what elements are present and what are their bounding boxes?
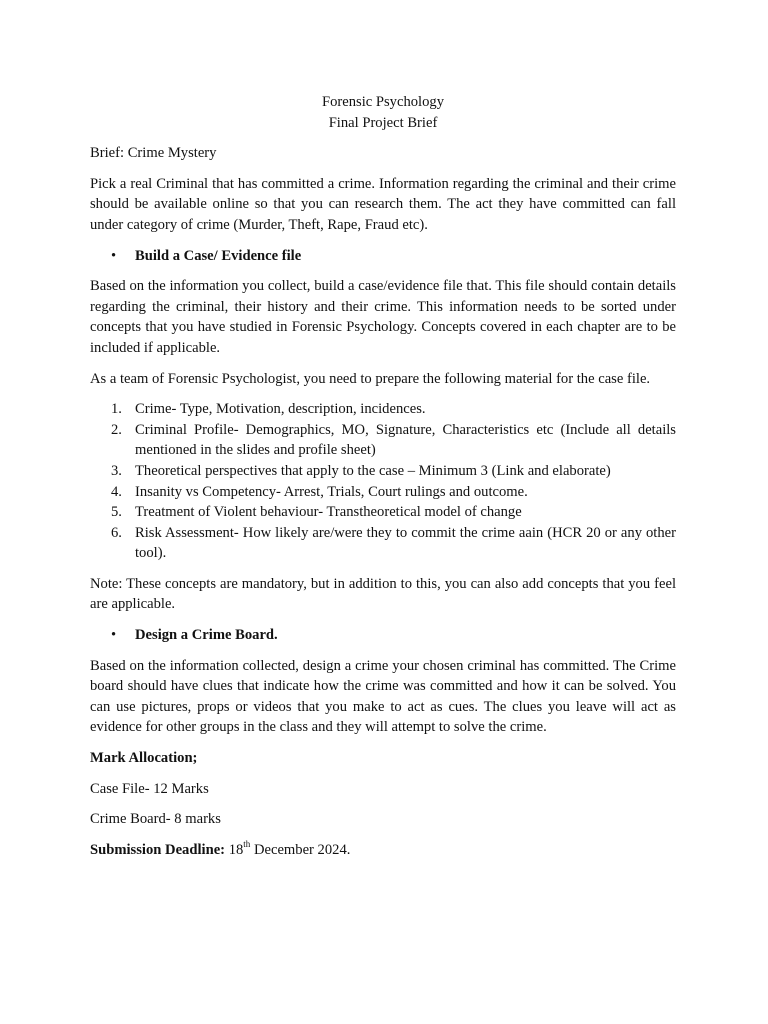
list-number: 4.: [111, 483, 122, 500]
crime-board-marks: Crime Board- 8 marks: [90, 811, 221, 828]
deadline-rest: December 2024.: [253, 841, 351, 858]
list-text: Criminal Profile- Demographics, MO, Signature, Characteristics etc (Include all details mentioned in the slides and profile sheet): [135, 421, 676, 459]
list-text: Treatment of Violent behaviour- Transtheoretical model of change: [135, 504, 522, 521]
crime-board-paragraph: Based on the information collected, design a crime your chosen criminal has committed. The Crime board should have clues that indicate how the crime was committed and how it can be solved. You can use pictures, props or videos that you make to act as cues. The clues you leave will act as evidence for other groups in the class and they will attempt to solve the crime.: [90, 657, 676, 736]
mark-allocation-heading: Mark Allocation;: [90, 750, 198, 767]
brief-line: Brief: Crime Mystery: [90, 145, 217, 162]
list-text: Insanity vs Competency- Arrest, Trials, Court rulings and outcome.: [135, 483, 528, 500]
course-title: Forensic Psychology: [321, 94, 445, 110]
list-text: Risk Assessment- How likely are/were they to commit the crime aain (HCR 20 or any other tool).: [135, 524, 676, 562]
document-title: Final Project Brief: [328, 114, 438, 131]
list-text: Theoretical perspectives that apply to the case – Minimum 3 (Link and elaborate): [135, 462, 611, 479]
document-page: [90, 92, 676, 860]
section-heading-label: Design a Crime Board.: [135, 627, 278, 644]
list-item: [90, 461, 676, 482]
list-number: 2.: [111, 421, 122, 438]
note-paragraph: Note: These concepts are mandatory, but in addition to this, you can also add concepts that you feel are applicable.: [90, 575, 676, 613]
list-number: 5.: [111, 504, 122, 521]
deadline-day-suffix: th: [243, 838, 251, 849]
list-number: 6.: [111, 524, 122, 541]
section-heading-crime-board: [90, 625, 676, 646]
list-text: Crime- Type, Motivation, description, incidences.: [135, 401, 426, 418]
case-file-marks: Case File- 12 Marks: [90, 780, 209, 797]
list-item: [90, 399, 676, 420]
list-number: 1.: [111, 401, 122, 418]
requirements-list: [90, 399, 676, 564]
bullet-icon: •: [111, 627, 117, 644]
section-heading-case-file: [90, 246, 676, 267]
deadline-label: Submission Deadline:: [90, 841, 226, 858]
deadline-day: 18: [228, 841, 244, 858]
intro-paragraph: Pick a real Criminal that has committed a crime. Information regarding the criminal and their crime should be available online so that you can research them. The act they have committed can fall under category of crime (Murder, Theft, Rape, Fraud etc).: [90, 175, 676, 233]
case-file-paragraph: Based on the information you collect, build a case/evidence file that. This file should contain details regarding the criminal, their history and their crime. This information needs to be sorted under concepts that you have studied in Forensic Psychology. Concepts covered in each chapter are to be included if applicable.: [90, 278, 676, 356]
submission-deadline: [90, 840, 676, 861]
team-paragraph: As a team of Forensic Psychologist, you need to prepare the following material for the case file.: [90, 370, 651, 387]
bullet-icon: •: [111, 247, 117, 264]
list-number: 3.: [111, 462, 122, 479]
list-item: [90, 502, 676, 523]
list-item: [90, 420, 676, 461]
list-item: [90, 482, 676, 503]
section-heading-label: Build a Case/ Evidence file: [135, 247, 302, 264]
list-item: [90, 523, 676, 564]
